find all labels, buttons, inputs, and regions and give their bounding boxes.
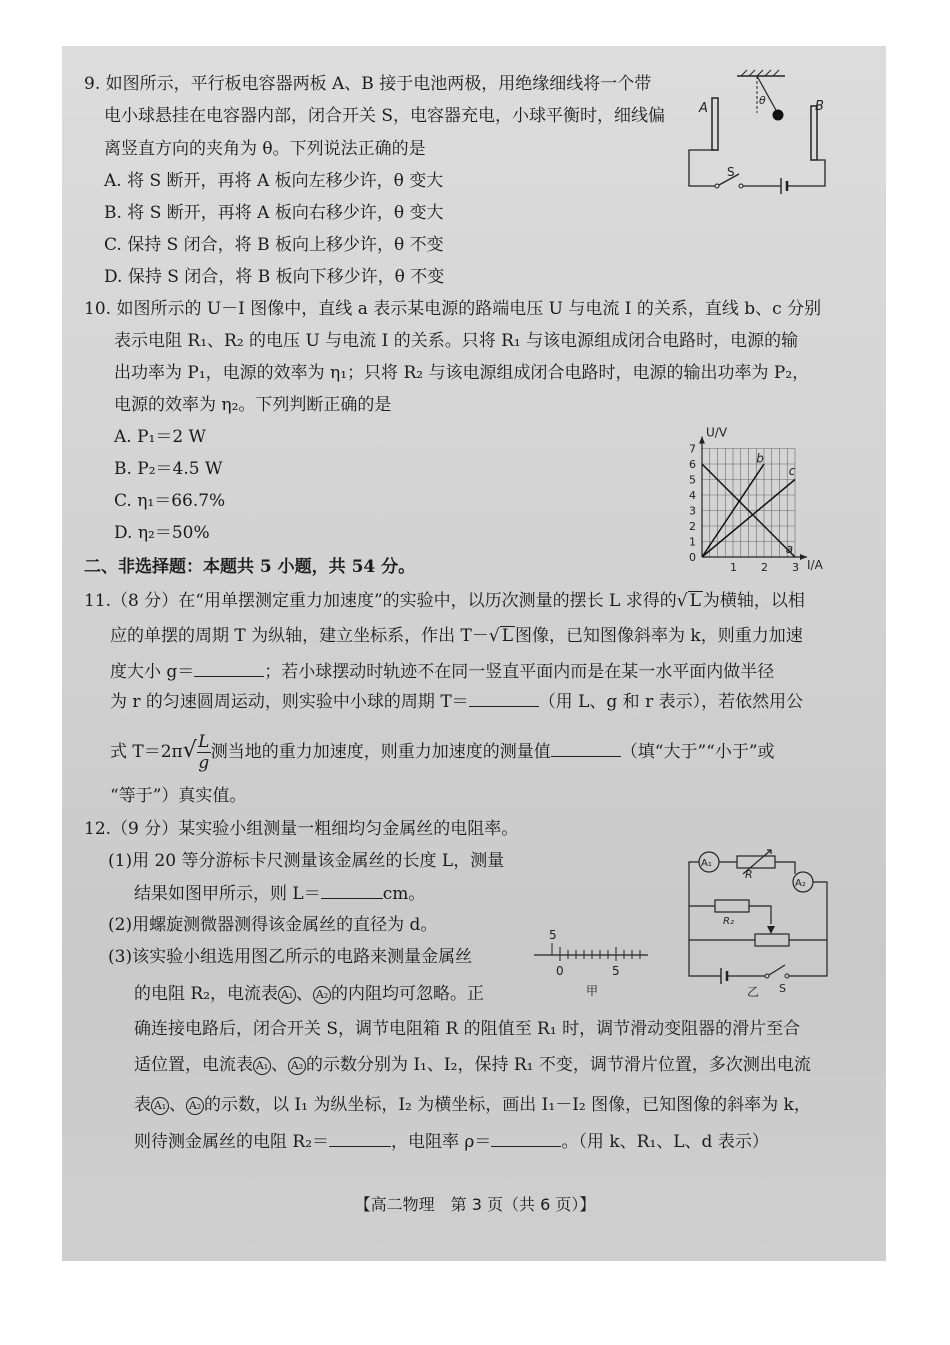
circuit-r-label: R: [745, 868, 753, 881]
x-axis-label: I/A: [807, 558, 823, 572]
exam-paper: [62, 46, 886, 1261]
q12-part3-line5: [134, 1094, 811, 1116]
ammeter-a2-symbol: A₂: [313, 986, 331, 1004]
circuit-figure: [685, 848, 835, 998]
answer-blank-g[interactable]: [194, 660, 264, 677]
q11-frac-denominator: g: [198, 753, 210, 773]
q12-line4-sep: 、: [271, 1055, 288, 1075]
q11-line4: [110, 690, 803, 713]
vernier-caliper-figure: [530, 925, 655, 1000]
q12-line6-text-c: 。（用 k、R₁、L、d 表示）: [561, 1132, 769, 1152]
q9-option-d: D. 保持 S 闭合，将 B 板向下移少许，θ 不变: [104, 267, 445, 287]
y-tick-label: 5: [689, 473, 696, 487]
q9-option-a: A. 将 S 断开，再将 A 板向左移少许，θ 变大: [104, 171, 444, 191]
q11-sqrt-l-2: L: [501, 626, 514, 646]
q11-line2-text-a: 应的单摆的周期 T 为纵轴，建立坐标系，作出 T－: [110, 626, 489, 646]
q11-line1-text-a: 11.（8 分）在“用单摆测定重力加速度”的实验中，以历次测量的摆长 L 求得的: [84, 591, 677, 611]
q9-option-b: B. 将 S 断开，再将 A 板向右移少许，θ 变大: [104, 203, 444, 223]
series-label-a: a: [785, 542, 794, 557]
page-footer: 【高二物理 第 3 页（共 6 页）】: [354, 1195, 596, 1214]
ammeter-a1-symbol-2: A₁: [253, 1057, 271, 1075]
q10-option-d: D. η₂＝50%: [114, 523, 210, 543]
x-tick-label: 3: [792, 561, 799, 574]
q11-line5-text-a: 式 T＝2π: [110, 742, 183, 762]
q12-part3-text-b: 的内阻均可忽略。正: [331, 984, 485, 1004]
q11-line5-text-c: （填“大于”“小于”或: [620, 742, 775, 762]
q11-line3-text-b: ；若小球摆动时轨迹不在同一竖直平面内而是在某一水平面内做半径: [264, 662, 775, 682]
ammeter-a1-symbol-3: A₁: [151, 1097, 169, 1115]
q12-line6-text-b: ，电阻率 ρ＝: [391, 1132, 492, 1152]
series-label-b: b: [756, 451, 764, 466]
q11-frac-numerator: L: [198, 732, 210, 752]
q10-line2: 表示电阻 R₁、R₂ 的电压 U 与电流 I 的关系。只将 R₁ 与该电源组成闭合电路时，电源的输: [114, 331, 799, 351]
q11-line3: [110, 660, 774, 683]
q12-line5-text-b: 的示数，以 I₁ 为纵坐标，I₂ 为横坐标，画出 I₁－I₂ 图像，已知图像的斜率为 k，: [204, 1095, 811, 1115]
q10-line1: 10. 如图所示的 U－I 图像中，直线 a 表示某电源的路端电压 U 与电流 I 的关系，直线 b、c 分别: [84, 299, 822, 319]
answer-blank-length[interactable]: [321, 882, 383, 899]
q12-line5-text-a: 表: [134, 1095, 151, 1115]
y-tick-label: 2: [689, 520, 696, 533]
circuit-a2-label: A₂: [795, 878, 806, 889]
ammeter-a2-symbol-3: A₂: [186, 1097, 204, 1115]
y-tick-label: 6: [689, 458, 696, 471]
ui-chart: [680, 422, 840, 574]
q10-option-c: C. η₁＝66.7%: [114, 491, 226, 511]
q11-line3-text-a: 度大小 g＝: [110, 662, 195, 682]
circuit-s-label: S: [779, 982, 786, 995]
q9-line1: 9. 如图所示，平行板电容器两板 A、B 接于电池两极，用绝缘细线将一个带: [84, 74, 652, 94]
q11-line1-text-b: 为横轴，以相: [702, 591, 805, 611]
q10-line4: 电源的效率为 η₂。下列判断正确的是: [114, 395, 392, 415]
q12-part1-text: 结果如图甲所示，则 L＝: [134, 884, 321, 904]
series-label-c: c: [788, 463, 796, 478]
q12-line4-text-a: 适位置，电流表: [134, 1055, 253, 1075]
vernier-main-label: 5: [549, 928, 557, 942]
theta-label: θ: [759, 94, 766, 107]
q12-part1-line1: (1)用 20 等分游标卡尺测量该金属丝的长度 L，测量: [108, 851, 505, 871]
q12-line4-text-b: 的示数分别为 I₁、I₂，保持 R₁ 不变，调节滑片位置，多次测出电流: [306, 1055, 811, 1075]
x-tick-label: 1: [730, 561, 737, 574]
q12-part1-unit: cm。: [382, 884, 426, 904]
q9-line2: 电小球悬挂在电容器内部，闭合开关 S，电容器充电，小球平衡时，细线偏: [104, 106, 666, 126]
plate-a-label: A: [699, 101, 708, 116]
ammeter-a1-symbol: A₁: [278, 986, 296, 1004]
x-tick-label: 2: [761, 561, 768, 574]
vernier-scale-5: 5: [612, 964, 620, 978]
y-tick-label: 1: [689, 535, 696, 549]
circuit-r2-label: R₂: [723, 916, 734, 927]
y-tick-label: 3: [689, 504, 696, 518]
q12-part3-line4: [134, 1054, 811, 1076]
q12-part3-text-a: 的电阻 R₂，电流表: [134, 984, 279, 1004]
q10-line3: 出功率为 P₁，电源的效率为 η₁；只将 R₂ 与该电源组成闭合电路时，电源的输出功率为 P₂，: [114, 363, 810, 383]
q12-part3-sep: 、: [296, 984, 314, 1004]
q12-part1-line2: [134, 882, 425, 905]
q12-line1: 12.（9 分）某实验小组测量一粗细均匀金属丝的电阻率。: [84, 819, 519, 839]
section-2-heading: 二、非选择题：本题共 5 小题，共 54 分。: [84, 557, 416, 577]
q12-part2: (2)用螺旋测微器测得该金属丝的直径为 d。: [108, 915, 438, 935]
q11-sqrt-l: L: [689, 591, 701, 611]
q11-line5-text-b: 测当地的重力加速度，则重力加速度的测量值: [210, 742, 551, 762]
q11-line4-text-b: （用 L、g 和 r 表示），若依然用公: [538, 692, 804, 712]
answer-blank-compare[interactable]: [551, 740, 621, 757]
answer-blank-resistance[interactable]: [329, 1130, 391, 1147]
y-axis-label: U/V: [706, 425, 728, 440]
q11-line6: “等于”）真实值。: [110, 786, 247, 806]
y-axis-arrow: [699, 437, 705, 444]
x-axis-arrow: [800, 554, 807, 560]
q9-line3: 离竖直方向的夹角为 θ。下列说法正确的是: [104, 139, 426, 159]
q11-line1: 11.（8 分）在“用单摆测定重力加速度”的实验中，以历次测量的摆长 L 求得的√ L 为横轴，以相: [84, 591, 805, 611]
capacitor-figure: [685, 68, 835, 193]
ammeter-a2-symbol-2: A₂: [288, 1057, 306, 1075]
y-tick-label: 7: [689, 442, 696, 456]
q11-line4-text-a: 为 r 的匀速圆周运动，则实验中小球的周期 T＝: [110, 692, 469, 712]
q11-line5: 式 T＝2π√ $\frac{L}{g}$ 测当地的重力加速度，则重力加速度的测量值 （填“大于”“小于”或: [110, 732, 775, 773]
plate-b-label: B: [815, 99, 824, 114]
vernier-scale-0: 0: [556, 964, 564, 978]
q12-part3-line3: 确连接电路后，闭合开关 S，调节电阻箱 R 的阻值至 R₁ 时，调节滑动变阻器的滑片至合: [134, 1019, 801, 1039]
circuit-a1-label: A₁: [701, 858, 712, 869]
switch-s-label: S: [727, 165, 735, 179]
q12-part3-line6: [134, 1130, 769, 1153]
q9-option-c: C. 保持 S 闭合，将 B 板向上移少许，θ 不变: [104, 235, 444, 255]
q12-part3-line2: [134, 983, 484, 1005]
q12-part3-line1: (3)该实验小组选用图乙所示的电路来测量金属丝: [108, 947, 473, 967]
answer-blank-period[interactable]: [469, 690, 539, 707]
y-tick-label: 4: [689, 489, 696, 502]
answer-blank-resistivity[interactable]: [491, 1130, 561, 1147]
q12-line6-text-a: 则待测金属丝的电阻 R₂＝: [134, 1132, 330, 1152]
q11-line2: 应的单摆的周期 T 为纵轴，建立坐标系，作出 T－√ L 图像，已知图像斜率为 k，则重力加速: [110, 626, 803, 646]
q10-option-a: A. P₁＝2 W: [114, 427, 207, 447]
y-tick-label: 0: [689, 551, 696, 564]
q12-line5-sep: 、: [169, 1095, 186, 1115]
q11-line2-text-b: 图像，已知图像斜率为 k，则重力加速: [515, 626, 803, 646]
q10-option-b: B. P₂＝4.5 W: [114, 459, 223, 479]
figure-jia-caption: 甲: [586, 984, 599, 998]
figure-yi-caption: 乙: [747, 985, 760, 999]
